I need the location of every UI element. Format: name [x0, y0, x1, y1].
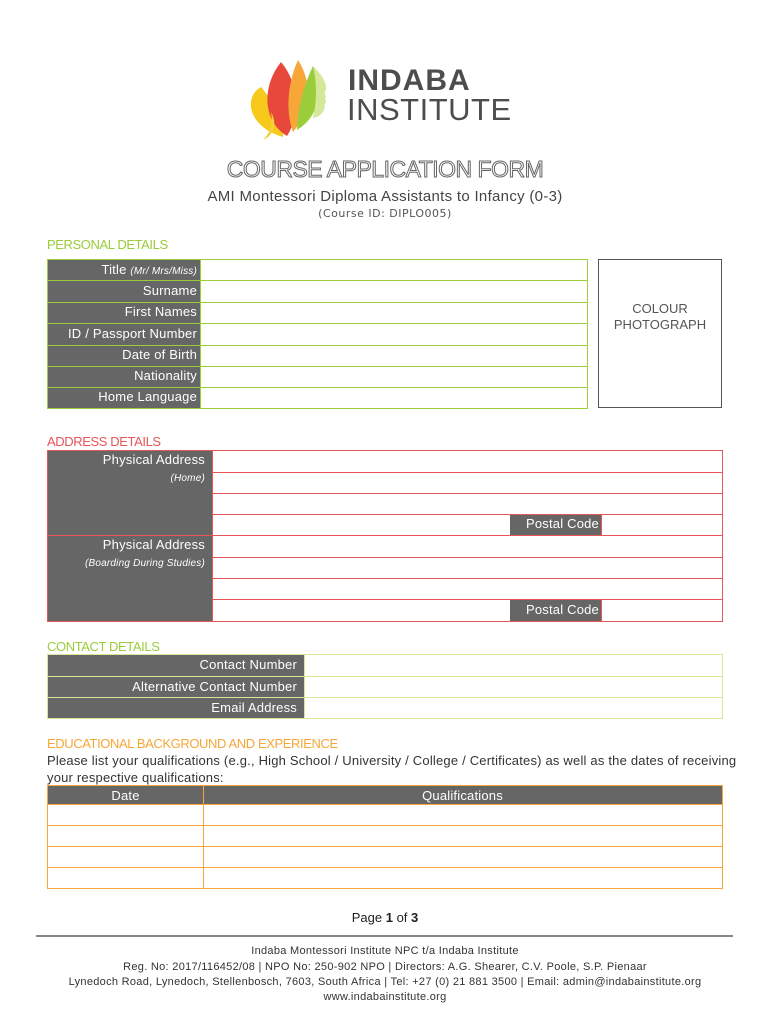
footer-contact: Lynedoch Road, Lynedoch, Stellenbosch, 7603, South Africa | Tel: +27 (0) 21 881 3500 | Email: admin@indabainstitute.org: [68, 976, 702, 988]
boarding-postal-code-label: Postal Code: [525, 602, 599, 617]
boarding-address-field[interactable]: [213, 536, 722, 599]
personal-details-heading: PERSONAL DETAILS: [47, 237, 168, 252]
boarding-address-label: Physical Address: [102, 537, 205, 552]
first-names-label: First Names: [124, 304, 197, 319]
date-of-birth-label: Date of Birth: [122, 347, 197, 362]
footer-registration: Reg. No: 2017/116452/08 | NPO No: 250-902 NPO | Directors: A.G. Shearer, C.V. Poole, S.P. Pienaar: [123, 961, 647, 973]
alternative-contact-field[interactable]: [305, 677, 722, 697]
email-address-label: Email Address: [211, 700, 297, 715]
contact-details-table: [47, 654, 723, 719]
date-column-header: Date: [111, 788, 140, 803]
photo-box[interactable]: [598, 259, 722, 408]
address-details-heading: ADDRESS DETAILS: [47, 434, 161, 449]
home-language-label: Home Language: [98, 389, 197, 404]
first-names-field[interactable]: [201, 303, 587, 323]
id-passport-field[interactable]: [201, 324, 587, 345]
qualification-field-3[interactable]: [204, 847, 722, 867]
home-address-field[interactable]: [213, 451, 722, 514]
email-address-field[interactable]: [305, 698, 722, 718]
contact-number-label: Contact Number: [199, 657, 297, 672]
qualifications-column-header: Qualifications: [422, 788, 503, 803]
home-language-field[interactable]: [201, 388, 587, 408]
qualification-date-field-2[interactable]: [48, 826, 203, 846]
footer-company: Indaba Montessori Institute NPC t/a Indaba Institute: [251, 945, 519, 957]
indaba-logo-icon: [243, 52, 333, 142]
qualification-field-4[interactable]: [204, 868, 722, 888]
form-subtitle: AMI Montessori Diploma Assistants to Infancy (0-3): [207, 188, 563, 205]
education-intro: Please list your qualifications (e.g., High School / University / College / Certificates) as well as the dates of receiving your respective qualifications:: [47, 753, 737, 785]
home-postal-code-field[interactable]: [601, 515, 722, 535]
education-heading: EDUCATIONAL BACKGROUND AND EXPERIENCE: [47, 736, 338, 751]
qualification-date-field-3[interactable]: [48, 847, 203, 867]
brand-name-line1: INDABA: [348, 64, 471, 97]
qualifications-table: [47, 785, 723, 889]
brand-name-line2: INSTITUTE: [347, 92, 512, 127]
surname-label: Surname: [142, 283, 197, 298]
qualification-field-2[interactable]: [204, 826, 722, 846]
qualification-date-field-4[interactable]: [48, 868, 203, 888]
surname-field[interactable]: [201, 281, 587, 302]
course-id: (Course ID: DIPLO005): [318, 207, 452, 220]
page-number: Page 1 of 3: [351, 910, 419, 925]
contact-number-field[interactable]: [305, 655, 722, 676]
photo-label: COLOUR PHOTOGRAPH: [613, 301, 707, 332]
footer-divider: [36, 935, 733, 937]
contact-details-heading: CONTACT DETAILS: [47, 639, 160, 654]
address-details-table: [47, 450, 723, 622]
footer-website[interactable]: www.indabainstitute.org: [323, 991, 447, 1003]
nationality-field[interactable]: [201, 367, 587, 387]
boarding-postal-code-field[interactable]: [601, 600, 722, 621]
alternative-contact-label: Alternative Contact Number: [132, 679, 297, 694]
home-address-label: Physical Address: [102, 452, 205, 467]
title-field[interactable]: [201, 260, 587, 280]
qualification-field-1[interactable]: [204, 805, 722, 825]
qualification-date-field-1[interactable]: [48, 805, 203, 825]
title-label: Title (Mr/ Mrs/Miss): [101, 262, 197, 277]
nationality-label: Nationality: [134, 368, 197, 383]
form-title: COURSE APPLICATION FORM: [226, 156, 544, 182]
date-of-birth-field[interactable]: [201, 346, 587, 366]
boarding-address-hint: (Boarding During Studies): [84, 558, 205, 569]
home-postal-code-label: Postal Code: [525, 516, 599, 531]
id-passport-label: ID / Passport Number: [68, 326, 197, 341]
home-address-hint: (Home): [170, 473, 205, 484]
personal-details-table: [47, 259, 588, 409]
